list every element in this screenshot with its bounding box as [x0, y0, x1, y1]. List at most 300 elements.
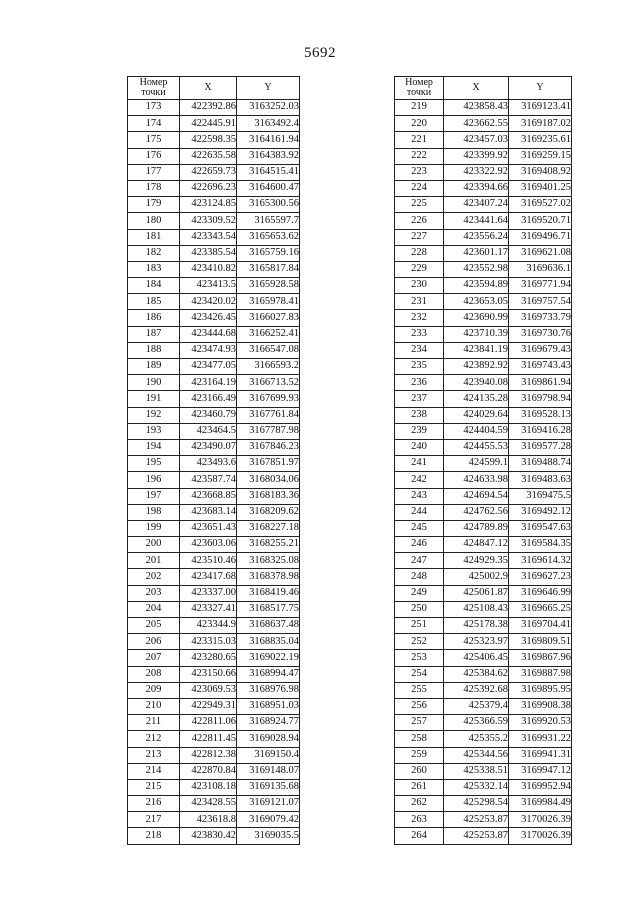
point-number-cell: 190: [128, 375, 180, 391]
header-num-line1: Номер: [405, 77, 433, 88]
x-coordinate-cell: 422811.45: [180, 731, 237, 747]
point-number-cell: 182: [128, 245, 180, 261]
column-header-x: X: [180, 77, 237, 100]
table-row: [395, 180, 572, 196]
header-num-line1: Номер: [139, 77, 168, 88]
x-coordinate-cell: 423892.92: [444, 359, 509, 375]
point-number-cell: 177: [128, 164, 180, 180]
x-coordinate-cell: 423603.06: [180, 537, 237, 553]
x-coordinate-cell: 424135.28: [444, 391, 509, 407]
table-row: [395, 779, 572, 795]
point-number-cell: 198: [128, 504, 180, 520]
point-number-cell: 175: [128, 132, 180, 148]
y-coordinate-cell: 3166713.52: [237, 375, 300, 391]
point-number-cell: 195: [128, 456, 180, 472]
y-coordinate-cell: 3164383.92: [237, 148, 300, 164]
table-row: [128, 423, 300, 439]
point-number-cell: 232: [395, 310, 444, 326]
x-coordinate-cell: 423690.99: [444, 310, 509, 326]
x-coordinate-cell: 425253.87: [444, 812, 509, 828]
column-header-y: Y: [509, 77, 572, 100]
table-row: [395, 148, 572, 164]
x-coordinate-cell: 423552.98: [444, 261, 509, 277]
table-row: [395, 456, 572, 472]
header-num-line2: точки: [406, 87, 432, 98]
y-coordinate-cell: 3169527.02: [509, 197, 572, 213]
table-row: [128, 391, 300, 407]
point-number-cell: 249: [395, 585, 444, 601]
y-coordinate-cell: 3168924.77: [237, 715, 300, 731]
y-coordinate-cell: 3169646.99: [509, 585, 572, 601]
point-number-cell: 186: [128, 310, 180, 326]
x-coordinate-cell: 425344.56: [444, 747, 509, 763]
y-coordinate-cell: 3169733.79: [509, 310, 572, 326]
table-row: [128, 731, 300, 747]
y-coordinate-cell: 3169947.12: [509, 763, 572, 779]
y-coordinate-cell: 3169809.51: [509, 634, 572, 650]
y-coordinate-cell: 3169235.61: [509, 132, 572, 148]
point-number-cell: 252: [395, 634, 444, 650]
y-coordinate-cell: 3168255.21: [237, 537, 300, 553]
point-number-cell: 221: [395, 132, 444, 148]
x-coordinate-cell: 422949.31: [180, 698, 237, 714]
table-row: [395, 245, 572, 261]
x-coordinate-cell: 423426.45: [180, 310, 237, 326]
y-coordinate-cell: 3166593.2: [237, 359, 300, 375]
x-coordinate-cell: 425323.97: [444, 634, 509, 650]
table-row: [395, 569, 572, 585]
x-coordinate-cell: 423477.05: [180, 359, 237, 375]
table-row: [395, 261, 572, 277]
point-number-cell: 239: [395, 423, 444, 439]
point-number-cell: 222: [395, 148, 444, 164]
column-header-x: X: [444, 77, 509, 100]
table-row: [128, 698, 300, 714]
x-coordinate-cell: 424789.89: [444, 520, 509, 536]
table-row: [395, 375, 572, 391]
y-coordinate-cell: 3169577.28: [509, 439, 572, 455]
table-row: [128, 439, 300, 455]
table-row: [128, 294, 300, 310]
point-number-cell: 189: [128, 359, 180, 375]
x-coordinate-cell: 423166.49: [180, 391, 237, 407]
y-coordinate-cell: 3164515.41: [237, 164, 300, 180]
table-row: [128, 520, 300, 536]
y-coordinate-cell: 3169627.23: [509, 569, 572, 585]
y-coordinate-cell: 3169636.1: [509, 261, 572, 277]
table-row: [128, 148, 300, 164]
point-number-cell: 203: [128, 585, 180, 601]
x-coordinate-cell: 423858.43: [444, 100, 509, 116]
x-coordinate-cell: 425253.87: [444, 828, 509, 844]
table-row: [128, 310, 300, 326]
point-number-cell: 214: [128, 763, 180, 779]
table-row: [395, 796, 572, 812]
table-row: [128, 828, 300, 844]
point-number-cell: 223: [395, 164, 444, 180]
table-row: [128, 634, 300, 650]
point-number-cell: 255: [395, 682, 444, 698]
table-row: [395, 100, 572, 116]
y-coordinate-cell: 3170026.39: [509, 828, 572, 844]
y-coordinate-cell: 3164600.47: [237, 180, 300, 196]
x-coordinate-cell: 423474.93: [180, 342, 237, 358]
point-number-cell: 180: [128, 213, 180, 229]
x-coordinate-cell: 425379.4: [444, 698, 509, 714]
x-coordinate-cell: 425392.68: [444, 682, 509, 698]
y-coordinate-cell: 3168209.62: [237, 504, 300, 520]
table-row: [395, 763, 572, 779]
point-number-cell: 243: [395, 488, 444, 504]
x-coordinate-cell: 423315.03: [180, 634, 237, 650]
x-coordinate-cell: 423322.92: [444, 164, 509, 180]
point-number-cell: 184: [128, 278, 180, 294]
y-coordinate-cell: 3165978.41: [237, 294, 300, 310]
y-coordinate-cell: 3169757.54: [509, 294, 572, 310]
table-row: [395, 132, 572, 148]
x-coordinate-cell: 424633.98: [444, 472, 509, 488]
point-number-cell: 208: [128, 666, 180, 682]
table-row: [128, 585, 300, 601]
table-row: [128, 407, 300, 423]
x-coordinate-cell: 423420.02: [180, 294, 237, 310]
table-row: [395, 472, 572, 488]
x-coordinate-cell: 422659.73: [180, 164, 237, 180]
x-coordinate-cell: 423108.18: [180, 779, 237, 795]
x-coordinate-cell: 423460.79: [180, 407, 237, 423]
y-coordinate-cell: 3169150.4: [237, 747, 300, 763]
table-row: [395, 520, 572, 536]
table-header-row: [128, 77, 300, 100]
point-number-cell: 211: [128, 715, 180, 731]
x-coordinate-cell: 423618.8: [180, 812, 237, 828]
x-coordinate-cell: 425355.2: [444, 731, 509, 747]
point-number-cell: 200: [128, 537, 180, 553]
x-coordinate-cell: 422635.58: [180, 148, 237, 164]
x-coordinate-cell: 423490.07: [180, 439, 237, 455]
point-number-cell: 176: [128, 148, 180, 164]
point-number-cell: 212: [128, 731, 180, 747]
x-coordinate-cell: 423164.19: [180, 375, 237, 391]
y-coordinate-cell: 3169123.41: [509, 100, 572, 116]
x-coordinate-cell: 423457.03: [444, 132, 509, 148]
table-row: [128, 796, 300, 812]
y-coordinate-cell: 3168951.03: [237, 698, 300, 714]
table-row: [128, 553, 300, 569]
y-coordinate-cell: 3169492.12: [509, 504, 572, 520]
table-row: [395, 439, 572, 455]
x-coordinate-cell: 423441.64: [444, 213, 509, 229]
x-coordinate-cell: 425384.62: [444, 666, 509, 682]
y-coordinate-cell: 3167699.93: [237, 391, 300, 407]
point-number-cell: 257: [395, 715, 444, 731]
table-row: [395, 310, 572, 326]
table-row: [395, 359, 572, 375]
table-row: [395, 698, 572, 714]
point-number-cell: 241: [395, 456, 444, 472]
y-coordinate-cell: 3169408.92: [509, 164, 572, 180]
x-coordinate-cell: 423841.19: [444, 342, 509, 358]
point-number-cell: 256: [395, 698, 444, 714]
table-row: [128, 779, 300, 795]
table-row: [128, 682, 300, 698]
x-coordinate-cell: 424929.35: [444, 553, 509, 569]
point-number-cell: 237: [395, 391, 444, 407]
x-coordinate-cell: 423464.5: [180, 423, 237, 439]
point-number-cell: 262: [395, 796, 444, 812]
y-coordinate-cell: 3166252.41: [237, 326, 300, 342]
table-row: [395, 278, 572, 294]
y-coordinate-cell: 3167851.97: [237, 456, 300, 472]
point-number-cell: 202: [128, 569, 180, 585]
y-coordinate-cell: 3169665.25: [509, 601, 572, 617]
y-coordinate-cell: 3169028.94: [237, 731, 300, 747]
point-number-cell: 219: [395, 100, 444, 116]
y-coordinate-cell: 3165300.56: [237, 197, 300, 213]
x-coordinate-cell: 423830.42: [180, 828, 237, 844]
y-coordinate-cell: 3169135.68: [237, 779, 300, 795]
table-row: [128, 666, 300, 682]
table-row: [128, 618, 300, 634]
x-coordinate-cell: 422812.38: [180, 747, 237, 763]
y-coordinate-cell: 3169679.43: [509, 342, 572, 358]
point-number-cell: 210: [128, 698, 180, 714]
table-row: [128, 488, 300, 504]
y-coordinate-cell: 3169022.19: [237, 650, 300, 666]
point-number-cell: 259: [395, 747, 444, 763]
y-coordinate-cell: 3169614.32: [509, 553, 572, 569]
column-header-point-number: [128, 77, 180, 100]
y-coordinate-cell: 3167761.84: [237, 407, 300, 423]
x-coordinate-cell: 423407.24: [444, 197, 509, 213]
point-number-cell: 193: [128, 423, 180, 439]
y-coordinate-cell: 3169259.15: [509, 148, 572, 164]
y-coordinate-cell: 3167787.98: [237, 423, 300, 439]
y-coordinate-cell: 3169416.28: [509, 423, 572, 439]
column-header-point-number: [395, 77, 444, 100]
x-coordinate-cell: 424404.59: [444, 423, 509, 439]
table-row: [128, 812, 300, 828]
y-coordinate-cell: 3169984.49: [509, 796, 572, 812]
x-coordinate-cell: 423940.08: [444, 375, 509, 391]
point-number-cell: 226: [395, 213, 444, 229]
point-number-cell: 263: [395, 812, 444, 828]
x-coordinate-cell: 425108.43: [444, 601, 509, 617]
y-coordinate-cell: 3169584.35: [509, 537, 572, 553]
y-coordinate-cell: 3169952.94: [509, 779, 572, 795]
y-coordinate-cell: 3169475.5: [509, 488, 572, 504]
point-number-cell: 250: [395, 601, 444, 617]
table-row: [128, 213, 300, 229]
x-coordinate-cell: 422598.35: [180, 132, 237, 148]
point-number-cell: 236: [395, 375, 444, 391]
point-number-cell: 248: [395, 569, 444, 585]
y-coordinate-cell: 3169547.63: [509, 520, 572, 536]
y-coordinate-cell: 3169931.22: [509, 731, 572, 747]
point-number-cell: 220: [395, 116, 444, 132]
point-number-cell: 197: [128, 488, 180, 504]
y-coordinate-cell: 3169861.94: [509, 375, 572, 391]
x-coordinate-cell: 424762.56: [444, 504, 509, 520]
point-number-cell: 228: [395, 245, 444, 261]
x-coordinate-cell: 424455.53: [444, 439, 509, 455]
y-coordinate-cell: 3169035.5: [237, 828, 300, 844]
point-number-cell: 258: [395, 731, 444, 747]
x-coordinate-cell: 425366.59: [444, 715, 509, 731]
point-number-cell: 244: [395, 504, 444, 520]
y-coordinate-cell: 3163492.4: [237, 116, 300, 132]
table-row: [128, 100, 300, 116]
table-row: [128, 116, 300, 132]
x-coordinate-cell: 423327.41: [180, 601, 237, 617]
table-row: [395, 407, 572, 423]
y-coordinate-cell: 3168835.04: [237, 634, 300, 650]
y-coordinate-cell: 3168227.18: [237, 520, 300, 536]
x-coordinate-cell: 425332.14: [444, 779, 509, 795]
table-row: [395, 423, 572, 439]
y-coordinate-cell: 3169908.38: [509, 698, 572, 714]
y-coordinate-cell: 3164161.94: [237, 132, 300, 148]
x-coordinate-cell: 424599.1: [444, 456, 509, 472]
y-coordinate-cell: 3170026.39: [509, 812, 572, 828]
table-row: [395, 601, 572, 617]
y-coordinate-cell: 3166547.08: [237, 342, 300, 358]
x-coordinate-cell: 423428.55: [180, 796, 237, 812]
table-row: [395, 682, 572, 698]
y-coordinate-cell: 3169941.31: [509, 747, 572, 763]
y-coordinate-cell: 3169920.53: [509, 715, 572, 731]
x-coordinate-cell: 423668.85: [180, 488, 237, 504]
y-coordinate-cell: 3168517.75: [237, 601, 300, 617]
point-number-cell: 209: [128, 682, 180, 698]
x-coordinate-cell: 423510.46: [180, 553, 237, 569]
table-row: [128, 326, 300, 342]
y-coordinate-cell: 3168183.36: [237, 488, 300, 504]
x-coordinate-cell: 423385.54: [180, 245, 237, 261]
point-number-cell: 207: [128, 650, 180, 666]
table-row: [395, 488, 572, 504]
point-number-cell: 229: [395, 261, 444, 277]
point-number-cell: 231: [395, 294, 444, 310]
table-row: [395, 553, 572, 569]
point-number-cell: 205: [128, 618, 180, 634]
table-row: [128, 359, 300, 375]
table-row: [395, 537, 572, 553]
point-number-cell: 240: [395, 439, 444, 455]
x-coordinate-cell: 423651.43: [180, 520, 237, 536]
x-coordinate-cell: 425061.87: [444, 585, 509, 601]
point-number-cell: 218: [128, 828, 180, 844]
table-row: [128, 650, 300, 666]
y-coordinate-cell: 3165759.16: [237, 245, 300, 261]
point-number-cell: 260: [395, 763, 444, 779]
point-number-cell: 245: [395, 520, 444, 536]
table-row: [128, 180, 300, 196]
x-coordinate-cell: 423343.54: [180, 229, 237, 245]
y-coordinate-cell: 3165928.58: [237, 278, 300, 294]
x-coordinate-cell: 425298.54: [444, 796, 509, 812]
y-coordinate-cell: 3165653.62: [237, 229, 300, 245]
y-coordinate-cell: 3168325.08: [237, 553, 300, 569]
x-coordinate-cell: 423309.52: [180, 213, 237, 229]
y-coordinate-cell: 3169867.96: [509, 650, 572, 666]
y-coordinate-cell: 3169798.94: [509, 391, 572, 407]
point-number-cell: 192: [128, 407, 180, 423]
table-header-row: [395, 77, 572, 100]
y-coordinate-cell: 3169704.41: [509, 618, 572, 634]
point-number-cell: 179: [128, 197, 180, 213]
table-row: [128, 197, 300, 213]
x-coordinate-cell: 424847.12: [444, 537, 509, 553]
point-number-cell: 215: [128, 779, 180, 795]
table-row: [128, 132, 300, 148]
point-number-cell: 196: [128, 472, 180, 488]
x-coordinate-cell: 423594.89: [444, 278, 509, 294]
point-number-cell: 216: [128, 796, 180, 812]
y-coordinate-cell: 3165817.84: [237, 261, 300, 277]
x-coordinate-cell: 423337.00: [180, 585, 237, 601]
table-row: [395, 666, 572, 682]
table-row: [395, 731, 572, 747]
x-coordinate-cell: 424694.54: [444, 488, 509, 504]
x-coordinate-cell: 423587.74: [180, 472, 237, 488]
table-row: [395, 116, 572, 132]
table-row: [395, 164, 572, 180]
table-row: [128, 261, 300, 277]
x-coordinate-cell: 423413.5: [180, 278, 237, 294]
point-number-cell: 227: [395, 229, 444, 245]
table-row: [395, 326, 572, 342]
table-row: [128, 375, 300, 391]
column-header-y: Y: [237, 77, 300, 100]
point-number-cell: 199: [128, 520, 180, 536]
table-row: [128, 342, 300, 358]
y-coordinate-cell: 3169121.07: [237, 796, 300, 812]
point-number-cell: 230: [395, 278, 444, 294]
table-row: [395, 715, 572, 731]
table-row: [395, 504, 572, 520]
point-number-cell: 247: [395, 553, 444, 569]
header-num-line2: точки: [141, 87, 166, 98]
point-number-cell: 242: [395, 472, 444, 488]
point-number-cell: 264: [395, 828, 444, 844]
y-coordinate-cell: 3169730.76: [509, 326, 572, 342]
x-coordinate-cell: 422811.06: [180, 715, 237, 731]
y-coordinate-cell: 3169483.63: [509, 472, 572, 488]
x-coordinate-cell: 423280.65: [180, 650, 237, 666]
point-number-cell: 254: [395, 666, 444, 682]
table-row: [128, 715, 300, 731]
y-coordinate-cell: 3168976.98: [237, 682, 300, 698]
y-coordinate-cell: 3166027.83: [237, 310, 300, 326]
table-row: [395, 828, 572, 844]
y-coordinate-cell: 3168378.98: [237, 569, 300, 585]
y-coordinate-cell: 3167846.23: [237, 439, 300, 455]
y-coordinate-cell: 3169496.71: [509, 229, 572, 245]
x-coordinate-cell: 425406.45: [444, 650, 509, 666]
coordinates-table-right: [394, 76, 572, 845]
page-number: 5692: [304, 45, 336, 61]
x-coordinate-cell: 422870.84: [180, 763, 237, 779]
x-coordinate-cell: 423124.85: [180, 197, 237, 213]
x-coordinate-cell: 423344.9: [180, 618, 237, 634]
y-coordinate-cell: 3169148.07: [237, 763, 300, 779]
table-row: [128, 229, 300, 245]
x-coordinate-cell: 425178.38: [444, 618, 509, 634]
table-row: [128, 504, 300, 520]
x-coordinate-cell: 425002.9: [444, 569, 509, 585]
point-number-cell: 217: [128, 812, 180, 828]
